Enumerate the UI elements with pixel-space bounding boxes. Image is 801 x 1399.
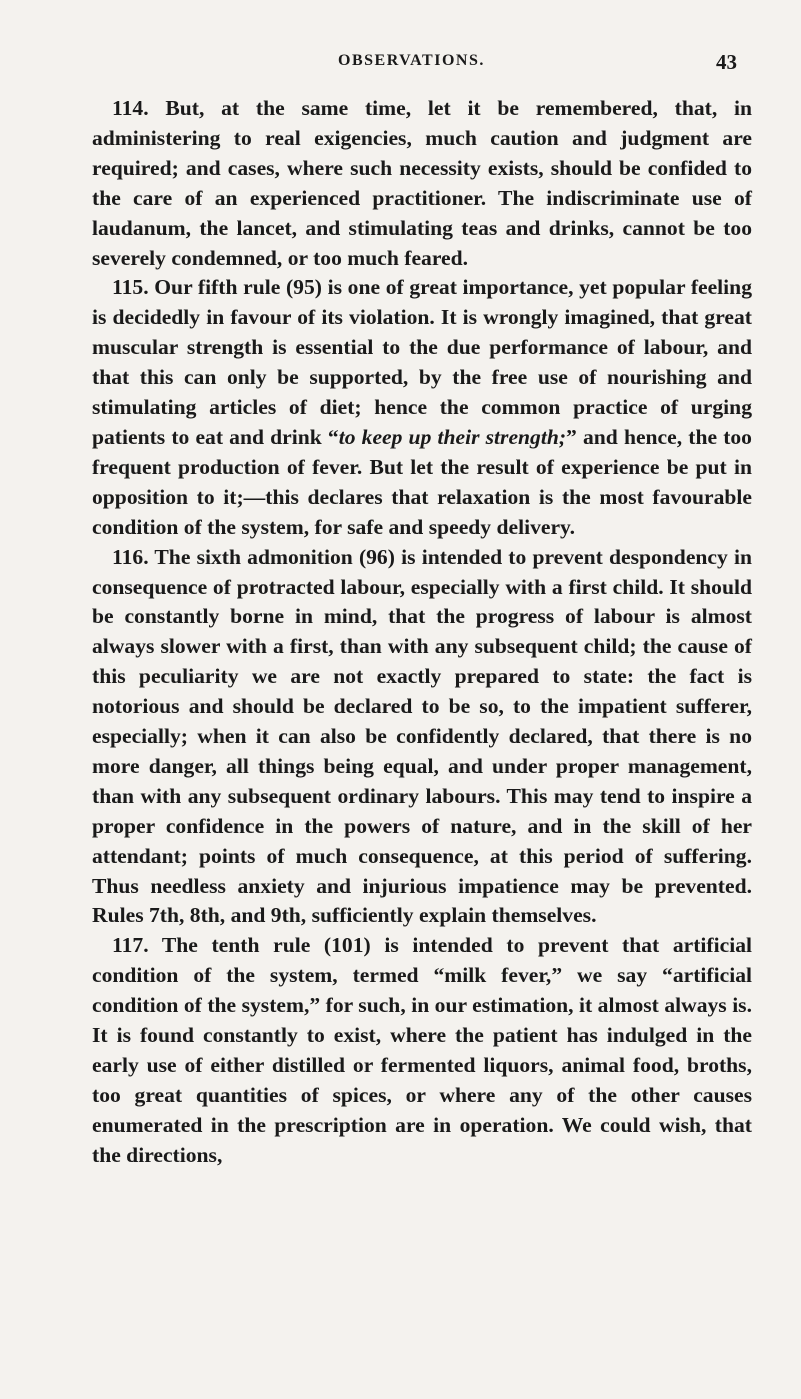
- italic-quote: to keep up their strength;: [338, 424, 567, 449]
- paragraph-number: 117.: [112, 933, 149, 958]
- paragraph-number: 115.: [112, 275, 149, 300]
- paragraph-text: The sixth admonition (96) is intended to prevent despondency in consequence of protracted labour, especially with a first child. It should be constantly borne in mind, that the progress of labour is almost always slower with a first, than with any subsequent child; the cause of this peculiarity we are not exactly prepared to state: the fact is notorious and should be declared to be so, to the impatient sufferer, especially; when it can also be confidently declared, that there is no more danger, all things being equal, and under proper management, than with any subsequent ordinary labours. This may tend to inspire a proper confidence in the powers of nature, and in the skill of her attendant; points of much consequence, at this period of suffering. Thus needless anxiety and injurious impatience may be prevented. Rules 7th, 8th, and 9th, sufficiently explain themselves.: [92, 544, 752, 928]
- page-number: 43: [716, 50, 737, 74]
- paragraph-114: [92, 94, 752, 273]
- paragraph-115: [92, 273, 752, 542]
- paragraph-text-continued: ” and hence, the too frequent production of fever. But let the result of experience be put in opposition to it;—this declares that relaxation is the most favourable condition of the system, for safe and speedy delivery.: [92, 424, 752, 539]
- paragraph-117: [92, 931, 752, 1170]
- paragraph-number: 114.: [112, 96, 149, 120]
- paragraph-116: [92, 543, 752, 932]
- paragraph-text: The tenth rule (101) is intended to prevent that artificial condition of the system, termed “milk fever,” we say “artificial condition of the system,” for such, in our estimation, it almost always is. It is found constantly to exist, where the patient has indulged in the early use of either distilled or fermented liquors, animal food, broths, too great quantities of spices, or where any of the other causes enumerated in the prescription are in operation. We could wish, that the directions,: [92, 933, 752, 1167]
- paragraph-text: But, at the same time, let it be remembered, that, in administering to real exigencies, much caution and judgment are required; and cases, where such necessity exists, should be confided to the care of an experienced practitioner. The indiscriminate use of laudanum, the lancet, and stimulating teas and drinks, cannot be too severely condemned, or too much feared.: [92, 96, 752, 270]
- running-head: OBSERVATIONS.: [338, 52, 485, 69]
- paragraph-number: 116.: [112, 544, 149, 569]
- paragraph-text: Our fifth rule (95) is one of great importance, yet popular feeling is decidedly in favour of its violation. It is wrongly imagined, that great muscular strength is essential to the due performance of labour, and that this can only be supported, by the free use of nourishing and stimulating articles of diet; hence the common practice of urging patients to eat and drink “: [92, 275, 752, 449]
- body-text: [92, 94, 752, 1171]
- page-header: [0, 52, 801, 78]
